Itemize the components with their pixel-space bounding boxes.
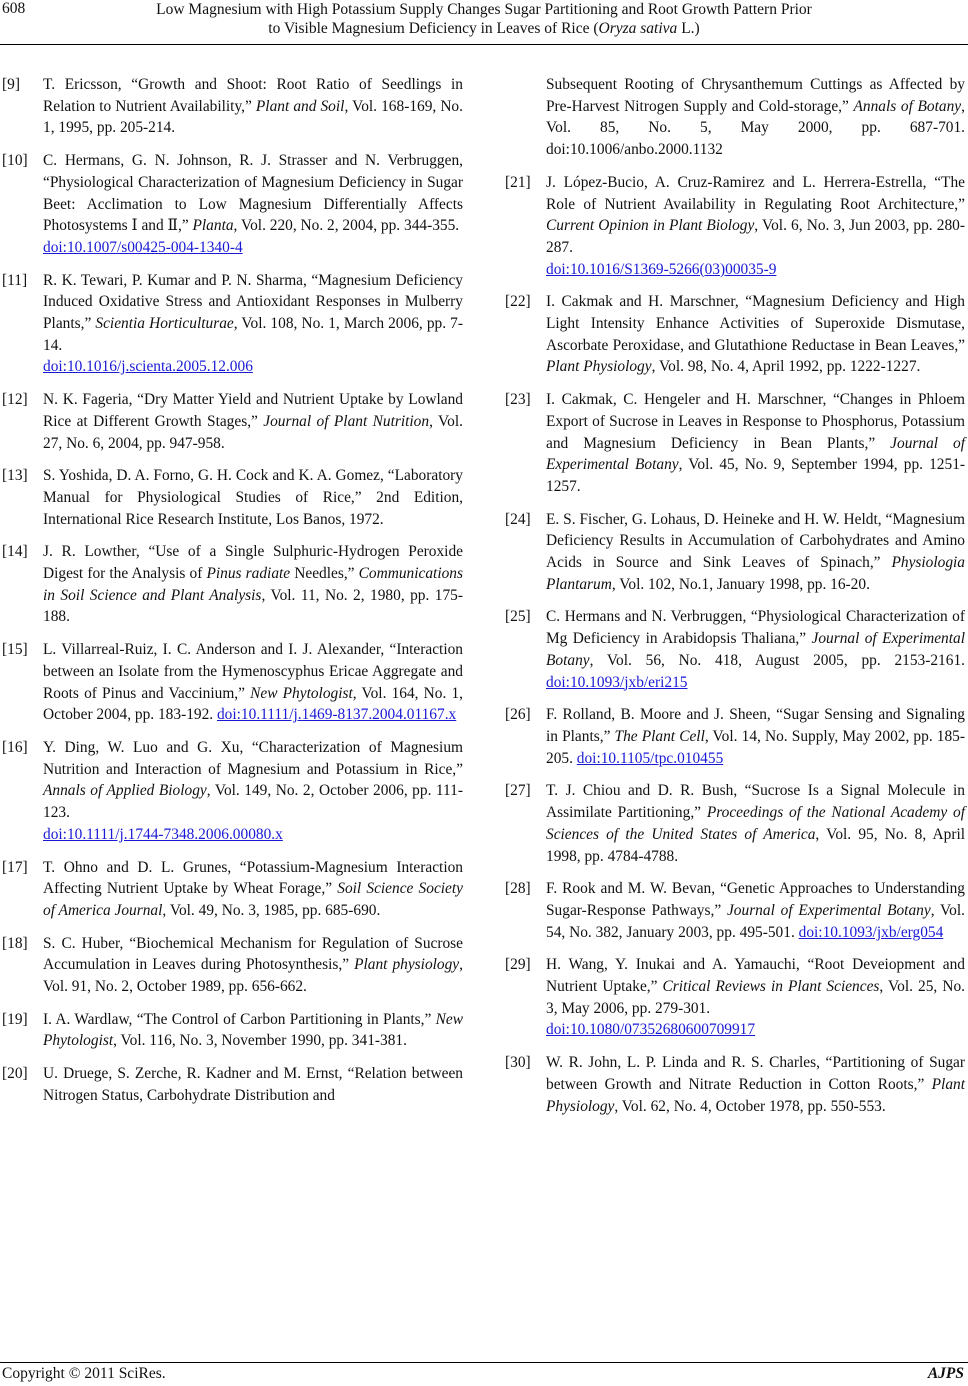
reference-details: , Vol. 45, No. 9, September 1994, pp. 1251-1257. bbox=[546, 456, 966, 495]
reference-item bbox=[505, 1052, 965, 1117]
reference-body bbox=[43, 1063, 463, 1106]
reference-item bbox=[2, 639, 463, 726]
reference-body bbox=[546, 878, 965, 943]
reference-details: Needles,” bbox=[290, 565, 359, 583]
reference-text: H. Wang, Y. Inukai and A. Yamauchi, “Root Deveiopment and Nutrient Uptake,” bbox=[546, 956, 965, 996]
reference-body bbox=[546, 1052, 965, 1117]
reference-item bbox=[2, 465, 463, 530]
reference-number: [22] bbox=[505, 293, 531, 311]
reference-body bbox=[43, 541, 463, 628]
reference-journal: Annals of Applied Biology bbox=[43, 782, 207, 800]
reference-item bbox=[505, 780, 965, 867]
reference-details: , Vol. 49, No. 3, 1985, pp. 685-690. bbox=[162, 901, 381, 919]
reference-journal: The Plant Cell bbox=[614, 727, 705, 745]
reference-number: [12] bbox=[2, 391, 28, 409]
reference-body bbox=[43, 737, 463, 846]
doi-link[interactable]: doi:10.1016/j.scienta.2005.12.006 bbox=[43, 358, 253, 376]
continuation-details: , Vol. 85, No. 5, May 2000, pp. 687-701. bbox=[546, 97, 965, 137]
header-rule bbox=[0, 44, 968, 45]
reference-body bbox=[546, 954, 965, 1041]
reference-number: [11] bbox=[2, 271, 28, 289]
reference-details: , Vol. 54, No. 382, January 2003, pp. 495-501. bbox=[546, 901, 965, 941]
reference-text: E. S. Fischer, G. Lohaus, D. Heineke and H. W. Heldt, “Magnesium Deficiency Results in Accumulation of Carbohydrates and Amino Acids in Source and Sink Leaves of Spinach,” bbox=[546, 510, 965, 572]
reference-number: [14] bbox=[2, 543, 28, 561]
reference-item bbox=[505, 509, 965, 596]
reference-journal: Journal of Experimental Botany bbox=[546, 630, 965, 669]
reference-number: [20] bbox=[2, 1065, 28, 1083]
reference-journal: Critical Reviews in Plant Sciences bbox=[662, 978, 880, 996]
doi-link[interactable]: doi:10.1016/S1369-5266(03)00035-9 bbox=[546, 260, 777, 278]
reference-details: , Vol. 108, No. 1, March 2006, pp. 7-14. bbox=[43, 315, 463, 354]
reference-item bbox=[2, 1063, 463, 1106]
reference-number: [30] bbox=[505, 1054, 531, 1072]
reference-text: T. Ohno and D. L. Grunes, “Potassium-Magnesium Interaction Affecting Nutrient Uptake by Wheat Forage,” bbox=[43, 858, 463, 898]
reference-item bbox=[2, 933, 463, 998]
reference-details: , Vol. 6, No. 3, Jun 2003, pp. 280-287. bbox=[546, 217, 965, 256]
reference-details: , Vol. 25, No. 3, May 2006, pp. 279-301. bbox=[546, 978, 966, 1017]
running-title-line1: Low Magnesium with High Potassium Supply Changes Sugar Partitioning and Root Growth Pattern Prior bbox=[156, 1, 812, 18]
reference-details: , Vol. 98, No. 4, April 1992, pp. 1222-1227. bbox=[651, 358, 921, 376]
reference-journal: Current Opinion in Plant Biology bbox=[546, 217, 755, 235]
reference-text: R. K. Tewari, P. Kumar and P. N. Sharma, “Magnesium Deficiency Induced Oxidative Stress and Antioxidant Responses in Mulberry Plants,” bbox=[43, 271, 463, 333]
reference-number: [26] bbox=[505, 706, 531, 724]
title-line2-tail: L.) bbox=[677, 20, 700, 37]
reference-text: N. K. Fageria, “Dry Matter Yield and Nutrient Uptake by Lowland Rice at Different Growth Stages,” bbox=[43, 391, 463, 430]
continuation-journal: Annals of Botany bbox=[853, 97, 962, 115]
reference-number: [28] bbox=[505, 880, 531, 898]
reference-item bbox=[505, 389, 965, 498]
reference-number: [15] bbox=[2, 641, 28, 659]
reference-body bbox=[43, 150, 463, 259]
reference-details: , Vol. 14, No. Supply, May 2002, pp. 185-205. bbox=[546, 727, 965, 767]
reference-item bbox=[2, 74, 463, 139]
doi-link[interactable]: doi:10.1007/s00425-004-1340-4 bbox=[43, 238, 243, 256]
continuation-text: Subsequent Rooting of Chrysanthemum Cuttings as Affected by Pre-Harvest Nitrogen Supply and Cold-storage,” bbox=[546, 76, 965, 115]
reference-journal: Journal of Experimental Botany bbox=[726, 901, 931, 919]
reference-body bbox=[546, 509, 965, 596]
doi-link[interactable]: doi:10.1080/07352680600709917 bbox=[546, 1021, 756, 1039]
reference-text: U. Druege, S. Zerche, R. Kadner and M. Ernst, “Relation between Nitrogen Status, Carbohydrate Distribution and bbox=[43, 1065, 463, 1104]
reference-body bbox=[43, 1009, 463, 1052]
reference-number: [17] bbox=[2, 858, 28, 876]
reference-text: L. Villarreal-Ruiz, I. C. Anderson and I. J. Alexander, “Interaction between an Isolate from the Hymenoscyphus Ericae Aggregate and Roots of Pinus and Vaccinium,” bbox=[43, 641, 463, 702]
reference-journal: Scientia Horticulturae bbox=[95, 315, 234, 333]
reference-text: I. Cakmak, C. Hengeler and H. Marschner, “Changes in Phloem Export of Sucrose in Leaves in Response to Phosphorus, Potassium and Magnesium Deficiency in Bean Plants,” bbox=[546, 391, 965, 452]
reference-number: [13] bbox=[2, 467, 28, 485]
reference-journal: Journal of Experimental Botany bbox=[546, 434, 965, 474]
references-right-column bbox=[505, 74, 965, 1128]
reference-body bbox=[43, 389, 463, 454]
reference-text: F. Rook and M. W. Bevan, “Genetic Approaches to Understanding Sugar-Response Pathways,” bbox=[546, 880, 965, 919]
reference-text: S. C. Huber, “Biochemical Mechanism for Regulation of Sucrose Accumulation in Leaves during Photosynthesis,” bbox=[43, 934, 463, 974]
reference-item bbox=[505, 954, 965, 1041]
reference-text: C. Hermans and N. Verbruggen, “Physiological Characterization of Mg Deficiency in Arabidopsis Thaliana,” bbox=[546, 608, 965, 648]
footer-rule bbox=[0, 1362, 968, 1363]
page-number: 608 bbox=[2, 0, 26, 17]
reference-item bbox=[2, 737, 463, 846]
reference-number: [27] bbox=[505, 782, 531, 800]
reference-details: , Vol. 62, No. 4, October 1978, pp. 550-553. bbox=[614, 1097, 886, 1115]
reference-continuation bbox=[505, 74, 965, 161]
reference-text: I. A. Wardlaw, “The Control of Carbon Partitioning in Plants,” bbox=[43, 1010, 436, 1028]
reference-number: [24] bbox=[505, 510, 531, 528]
reference-journal: Proceedings of the National Academy of Sciences of the United States of America bbox=[546, 804, 965, 843]
reference-number: [10] bbox=[2, 152, 28, 170]
reference-text: T. J. Chiou and D. R. Bush, “Sucrose Is a Signal Molecule in Assimilate Partitioning,” bbox=[546, 782, 965, 822]
reference-details: , Vol. 91, No. 2, October 1989, pp. 656-662. bbox=[43, 956, 464, 996]
reference-text: J. R. Lowther, “Use of a Single Sulphuric-Hydrogen Peroxide Digest for the Analysis of bbox=[43, 543, 463, 583]
reference-body bbox=[546, 780, 965, 867]
reference-details: , Vol. 27, No. 6, 2004, pp. 947-958. bbox=[43, 412, 463, 452]
reference-journal: Plant physiology bbox=[354, 956, 460, 974]
reference-body bbox=[546, 704, 965, 769]
reference-details: , Vol. 56, No. 418, August 2005, pp. 2153-2161. bbox=[589, 651, 965, 669]
copyright-notice: Copyright © 2011 SciRes. bbox=[2, 1365, 166, 1382]
running-title bbox=[0, 0, 968, 38]
reference-body bbox=[43, 74, 463, 139]
reference-journal: Soil Science Society of America Journal bbox=[43, 880, 463, 919]
reference-item bbox=[505, 606, 965, 693]
reference-item bbox=[2, 270, 463, 379]
reference-journal: Plant and Soil bbox=[255, 97, 345, 115]
reference-number: [23] bbox=[505, 391, 531, 409]
reference-body bbox=[43, 857, 463, 922]
reference-number: [16] bbox=[2, 738, 28, 756]
reference-number: [19] bbox=[2, 1010, 28, 1028]
reference-journal: New Phytologist bbox=[43, 1010, 463, 1050]
references-left-column bbox=[2, 74, 463, 1118]
running-title-line2 bbox=[0, 19, 968, 38]
reference-journal: New Phytologist bbox=[250, 684, 353, 702]
reference-journal: Pinus radiate bbox=[206, 565, 291, 583]
reference-details: , Vol. 102, No.1, January 1998, pp. 16-20. bbox=[611, 575, 870, 593]
reference-text: T. Ericsson, “Growth and Shoot: Root Ratio of Seedlings in Relation to Nutrient Availability,” bbox=[43, 76, 463, 115]
reference-item bbox=[2, 150, 463, 259]
reference-journal: Plant Physiology bbox=[546, 1075, 965, 1115]
reference-body bbox=[43, 465, 463, 530]
doi-link[interactable]: doi:10.1093/jxb/erg054 bbox=[798, 923, 944, 941]
reference-body bbox=[43, 639, 463, 726]
reference-body bbox=[546, 172, 965, 281]
reference-text: J. López-Bucio, A. Cruz-Ramirez and L. Herrera-Estrella, “The Role of Nutrient Availability in Regulating Root Architecture,” bbox=[546, 173, 965, 213]
reference-body bbox=[546, 389, 965, 498]
reference-journal: Communications in Soil Science and Plant Analysis bbox=[43, 565, 463, 604]
reference-text: S. Yoshida, D. A. Forno, G. H. Cock and K. A. Gomez, “Laboratory Manual for Physiological Studies of Rice,” 2nd Edition, International Rice Research Institute, Los Banos, 1972. bbox=[43, 467, 463, 528]
reference-journal: Physiologia Plantarum bbox=[546, 554, 965, 593]
reference-item bbox=[2, 857, 463, 922]
reference-details: , Vol. 220, No. 2, 2004, pp. 344-355. bbox=[233, 217, 460, 235]
reference-number: [25] bbox=[505, 608, 531, 626]
page-header bbox=[0, 0, 968, 44]
reference-journal: Planta bbox=[192, 217, 234, 235]
reference-item bbox=[505, 878, 965, 943]
reference-text: Y. Ding, W. Luo and G. Xu, “Characterization of Magnesium Nutrition and Interaction of Magnesium and Potassium in Rice,” bbox=[43, 738, 463, 778]
title-line2-text: to Visible Magnesium Deficiency in Leaves of Rice ( bbox=[268, 20, 599, 37]
reference-details: , Vol. 168-169, No. 1, 1995, pp. 205-214. bbox=[43, 97, 463, 137]
reference-details: , Vol. 95, No. 8, April 1998, pp. 4784-4788. bbox=[546, 825, 965, 865]
reference-text: I. Cakmak and H. Marschner, “Magnesium Deficiency and High Light Intensity Enhance Activities of Superoxide Dismutase, Ascorbate Peroxidase, and Glutathione Reductase in Bean Leaves,” bbox=[546, 293, 965, 354]
reference-text: F. Rolland, B. Moore and J. Sheen, “Sugar Sensing and Signaling in Plants,” bbox=[546, 706, 965, 745]
doi-link[interactable]: doi:10.1105/tpc.010455 bbox=[576, 749, 724, 767]
reference-number: [29] bbox=[505, 956, 531, 974]
doi-link[interactable]: doi:10.1111/j.1744-7348.2006.00080.x bbox=[43, 825, 283, 843]
reference-details: , Vol. 11, No. 2, 1980, pp. 175-188. bbox=[43, 586, 464, 626]
reference-body bbox=[546, 291, 965, 378]
reference-item bbox=[2, 541, 463, 628]
reference-number: [18] bbox=[2, 934, 28, 952]
reference-item bbox=[2, 1009, 463, 1052]
reference-details: , Vol. 116, No. 3, November 1990, pp. 341-381. bbox=[113, 1032, 407, 1050]
reference-item bbox=[505, 704, 965, 769]
reference-details: , Vol. 149, No. 2, October 2006, pp. 111-123. bbox=[43, 782, 464, 822]
reference-body bbox=[546, 606, 965, 693]
reference-journal: Plant Physiology bbox=[546, 358, 652, 376]
doi-link[interactable]: doi:10.1093/jxb/eri215 bbox=[546, 673, 688, 691]
reference-body bbox=[43, 270, 463, 379]
reference-item bbox=[505, 291, 965, 378]
reference-text: C. Hermans, G. N. Johnson, R. J. Strasser and N. Verbruggen, “Physiological Characterization of Magnesium Deficiency in Sugar Beet: Acclimation to Low Magnesium Differentially Affects Photosystems Ⅰ and Ⅱ,” bbox=[43, 152, 463, 235]
reference-item bbox=[2, 389, 463, 454]
reference-journal: Journal of Plant Nutrition bbox=[263, 412, 430, 430]
continuation-doi-link[interactable]: doi:10.1006/anbo.2000.1132 bbox=[546, 141, 723, 159]
journal-abbrev: AJPS bbox=[927, 1365, 964, 1382]
reference-text: W. R. John, L. P. Linda and R. S. Charles, “Partitioning of Sugar between Growth and Nitrate Reduction in Cotton Roots,” bbox=[546, 1054, 965, 1093]
reference-details: , Vol. 164, No. 1, October 2004, pp. 183-192. bbox=[43, 684, 464, 724]
title-line2-italic: Oryza sativa bbox=[598, 20, 678, 37]
reference-number: [9] bbox=[2, 76, 20, 93]
reference-number: [21] bbox=[505, 173, 531, 191]
reference-item bbox=[505, 172, 965, 281]
reference-body bbox=[43, 933, 463, 998]
doi-link[interactable]: doi:10.1111/j.1469-8137.2004.01167.x bbox=[216, 706, 457, 724]
